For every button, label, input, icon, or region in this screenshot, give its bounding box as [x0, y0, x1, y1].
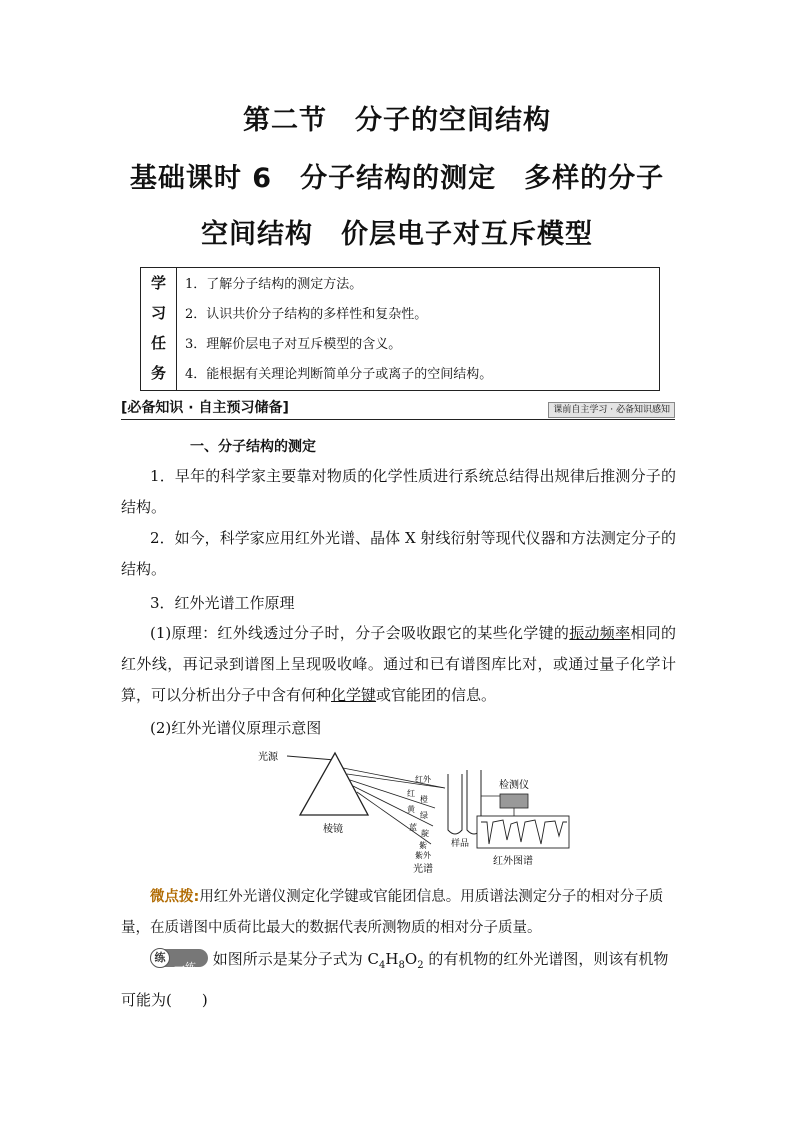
goal-item: 4．能根据有关理论判断简单分子或离子的空间结构。	[185, 367, 493, 382]
practice-question	[121, 942, 676, 1017]
tip-paragraph	[121, 882, 676, 944]
paragraph-3: 3．红外光谱工作原理	[150, 594, 295, 612]
practice-badge	[150, 949, 208, 974]
sample-label: 样品	[451, 839, 470, 849]
paragraph-ir-principle	[121, 618, 676, 711]
goals-label-char: 务	[150, 364, 166, 382]
spectrum-label: 紫外	[415, 851, 431, 860]
detector-box	[500, 794, 528, 808]
spectrum-label: 橙	[420, 795, 428, 804]
section-bar-title: [必备知识 · 自主预习储备]	[121, 400, 289, 416]
spectrum-label: 紫	[419, 841, 427, 850]
spectrum-label: 蓝	[409, 823, 417, 832]
goals-label-char: 习	[150, 304, 166, 322]
paragraph-2: 2．如今，科学家应用红外光谱、晶体 X 射线衍射等现代仪器和方法测定分子的结构。	[121, 529, 676, 578]
paragraph-1: 1．早年的科学家主要靠对物质的化学性质进行系统总结得出规律后推测分子的结构。	[121, 467, 676, 516]
sample-tube	[448, 774, 462, 834]
practice-badge-circle: 练	[150, 948, 170, 968]
goals-label	[141, 268, 177, 390]
subscript: 4	[379, 960, 386, 971]
ray	[353, 786, 433, 826]
lesson-title-cont: 空间结构 价层电子对互斥模型	[201, 219, 593, 250]
light-beam	[287, 756, 335, 760]
ir-spectrometer-diagram	[255, 748, 585, 873]
spectrum-label: 红外	[415, 775, 431, 784]
ir-chart-label: 红外图谱	[493, 856, 533, 867]
section-title: 第二节 分子的空间结构	[243, 105, 551, 136]
prism-label: 棱镜	[323, 824, 343, 835]
text-run: 或官能团的信息。	[376, 686, 497, 704]
text-run: H	[385, 950, 399, 968]
spectrum-label: 靛	[421, 829, 429, 838]
heading-structure-measurement: 一、分子结构的测定	[190, 439, 316, 455]
section-bar-tag: 课前自主学习 · 必备知识感知	[548, 402, 675, 418]
spectrum-label: 绿	[420, 811, 428, 820]
text-run: 相同的红外线，再记录到谱图上呈现吸收峰。通过和已有谱图库比对，或通过量子化学计算，可以分析出分子中含有何种	[121, 624, 676, 704]
text-run: O	[404, 950, 418, 968]
underlined-term: 化学键	[331, 686, 377, 704]
goals-label-char: 任	[150, 334, 166, 352]
subscript: 8	[398, 960, 405, 971]
goals-label-char: 学	[150, 274, 166, 292]
text-run: 的有机物的红外光谱图，则该有机物可能为( )	[121, 950, 669, 1009]
section-bar	[121, 397, 675, 420]
spectrum-label: 红	[407, 789, 415, 798]
lesson-title: 基础课时 6 分子结构的测定 多样的分子	[129, 163, 665, 194]
tip-text: 用红外光谱仪测定化学键或官能团信息。用质谱法测定分子的相对分子质量，在质谱图中质荷比最大的数据代表所测物质的相对分子质量。	[121, 889, 664, 936]
goal-item: 3．理解价层电子对互斥模型的含义。	[185, 337, 402, 352]
detector-label: 检测仪	[499, 780, 529, 791]
text-run: (1)原理：红外线透过分子时，分子会吸收跟它的某些化学键的	[150, 624, 570, 642]
paragraph-figure-caption: (2)红外光谱仪原理示意图	[150, 719, 322, 737]
prism	[300, 753, 368, 815]
subscript: 2	[417, 960, 424, 971]
spectrum-label: 黄	[407, 805, 415, 814]
spectrum-label-main: 光谱	[413, 864, 433, 873]
goal-item: 1．了解分子结构的测定方法。	[185, 277, 363, 292]
underlined-term: 振动频率	[569, 624, 631, 642]
practice-badge-text: 一练	[174, 961, 196, 974]
text-run: 如图所示是某分子式为 C	[212, 950, 380, 968]
goal-item: 2．认识共价分子结构的多样性和复杂性。	[185, 307, 428, 322]
light-source-label: 光源	[258, 752, 278, 763]
tip-label: 微点拨:	[150, 889, 200, 905]
learning-goals-table	[140, 267, 660, 391]
